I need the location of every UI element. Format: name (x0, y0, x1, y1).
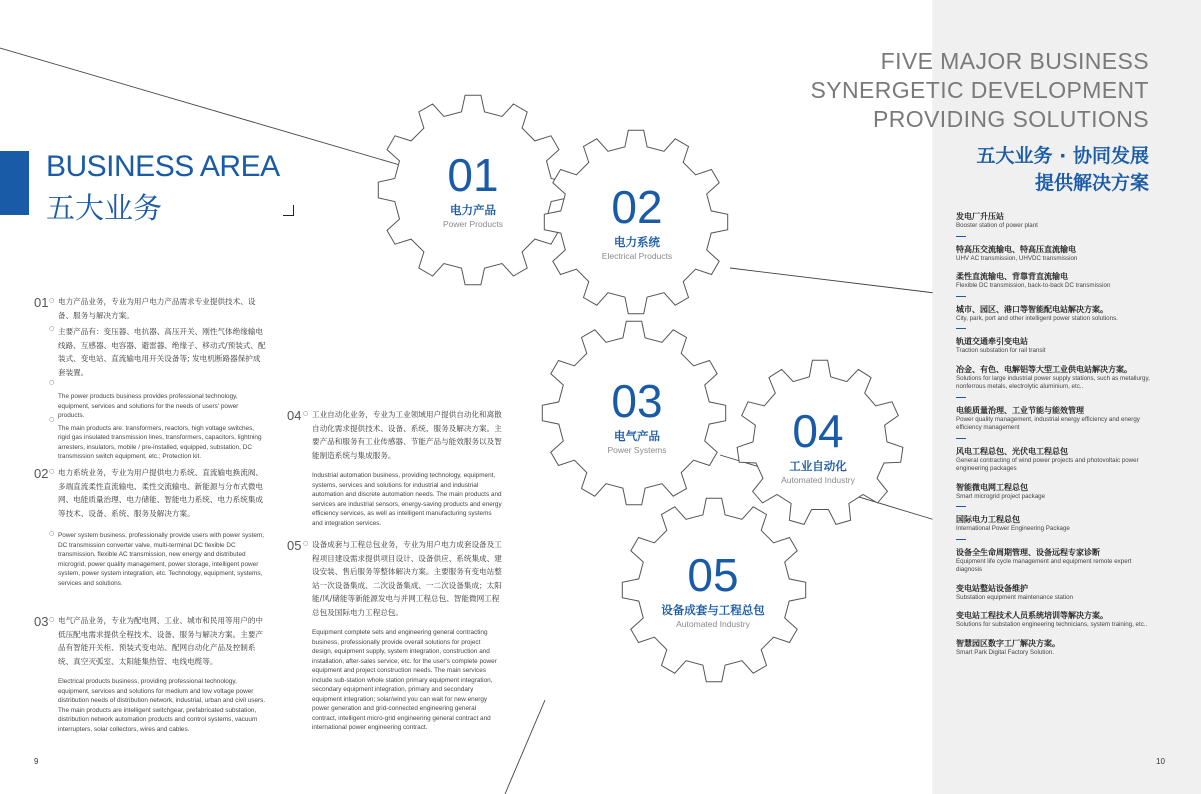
gear-02 (582, 181, 692, 261)
gear-label-en: Automated Industry (676, 619, 750, 629)
section-text-cn: 设备成套与工程总包业务，专业为用户电力成套设备及工程项目建设需求提供项目设计、设备供应、系统集成、建设安装、售后服务等整体解决方案。主要服务有变电站整站一次设备集成、二次设备集成、一二次设备集成；太阳能/风/储能等新能源发电与并网工程总包、智能微网工程总包及国际电力工程总包。 (312, 540, 502, 617)
section-text-en: Power system business, professionally provide users with power system, DC transmission converter valve, multi-terminal DC flexible DC transmission, flexible AC transmission, new energy and distributed microgrid, power quality management, power storage, intelligent power system, power system integration, etc. Technology, equipment, systems, services and solutions. (58, 532, 265, 587)
solution-item (956, 336, 1156, 356)
corner-bracket (283, 205, 294, 216)
section-body (58, 614, 266, 734)
solution-title-cn: 冶金、有色、电解铝等大型工业供电站解决方案。 (956, 364, 1132, 374)
solution-item (956, 446, 1156, 474)
section-body (312, 408, 502, 528)
solution-title-en: Smart microgrid project package (956, 492, 1046, 500)
divider-dash (956, 438, 966, 439)
section-text-cn: 主要产品有：变压器、电抗器、高压开关、刚性气体绝缘输电线路、互感器、电容器、避雷器、绝缘子、移动式/预装式、配装式、变电站、直流输电用开关设备等; 发电机断路器保护成套装置。 (58, 327, 266, 377)
solution-title-cn: 国际电力工程总包 (956, 515, 1020, 524)
bullet-icon: ○ (303, 410, 309, 417)
bullet-icon: ○ (303, 540, 309, 547)
solution-item (956, 405, 1156, 439)
divider-dash (956, 236, 966, 237)
bullet-icon: ○ (49, 379, 55, 386)
slogan-cn-line-2: 提供解决方案 (1034, 172, 1149, 194)
gear-label-cn: 电力产品 (450, 203, 496, 217)
bullet-icon: ○ (49, 297, 55, 304)
gear-number: 03 (611, 375, 663, 427)
solution-item (956, 514, 1156, 540)
divider-dash (956, 296, 966, 297)
solution-title-en: International Power Engineering Package (956, 525, 1070, 532)
solution-title-en: Flexible DC transmission, back-to-back DC transmission (956, 282, 1111, 289)
solution-title-en: City, park, port and other intelligent power station solutions. (956, 314, 1118, 322)
section-number: 05 (287, 538, 302, 553)
slogan-en-line-2: SYNERGETIC DEVELOPMENT (810, 77, 1149, 103)
solution-title-en: Solutions for substation engineering technicians, system training, etc.. (956, 621, 1148, 628)
section-body (58, 295, 266, 462)
page-number-right: 10 (1156, 757, 1165, 766)
divider-dash (956, 328, 966, 329)
section-number: 04 (287, 408, 302, 423)
solution-item (956, 304, 1156, 330)
solution-item (956, 547, 1156, 575)
solution-item (956, 211, 1156, 237)
solution-item (956, 364, 1156, 398)
solution-item (956, 610, 1156, 630)
solution-title-cn: 轨道交通牵引变电站 (956, 337, 1028, 346)
page-title-cn: 五大业务 (46, 191, 163, 225)
gear-label-cn: 工业自动化 (789, 459, 847, 473)
bullet-icon: ○ (49, 416, 55, 423)
solution-item (956, 244, 1156, 264)
solution-title-en: Substation equipment maintenance station (956, 593, 1073, 601)
solution-title-en: Smart Park Digital Factory Solution. (956, 648, 1055, 656)
solution-title-cn: 变电站整站设备维护 (956, 583, 1028, 593)
gear-label-cn: 设备成套与工程总包 (661, 603, 765, 617)
section-text-cn: 电气产品业务，专业为配电网、工业、城市和民用等用户的中低压配电需求提供全程技术、设备、服务与解决方案。主要产品有智能开关柜、预装式变电站、配网自动化产品及控制系统、真空灭弧室、太阳能集热管、电线电缆等。 (58, 616, 264, 666)
solution-title-cn: 智慧园区数字工厂解决方案。 (956, 638, 1060, 648)
section-body (58, 466, 266, 588)
section-text-cn: 电力产品业务，专业为用户电力产品需求专业提供技术、设备、服务与解决方案。 (58, 297, 256, 320)
bullet-icon: ○ (49, 325, 55, 332)
solution-title-cn: 特高压交流输电、特高压直流输电 (956, 244, 1076, 254)
solution-item (956, 583, 1156, 603)
solution-title-cn: 风电工程总包、光伏电工程总包 (956, 446, 1068, 456)
gear-number: 04 (792, 405, 844, 457)
gear-04 (763, 405, 873, 485)
slogan-en-line-3: PROVIDING SOLUTIONS (873, 106, 1149, 132)
section-text-cn: 工业自动化业务，专业为工业领域用户提供自动化和离散自动化需求提供技术、设备、系统、服务及解决方案。主要产品和服务有工业传感器、节能产品与能效服务以及智能制造系统与集成服务。 (312, 410, 502, 460)
gear-label-en: Automated Industry (781, 475, 855, 485)
slogan-en-line-1: FIVE MAJOR BUSINESS (880, 48, 1149, 74)
section-number: 02 (34, 466, 49, 481)
solution-title-en: Booster station of power plant (956, 222, 1038, 229)
gear-label-en: Electrical Products (601, 251, 673, 261)
solution-title-en: Traction substation for rail transit (956, 347, 1046, 354)
gear-number: 05 (687, 549, 739, 601)
solution-title-cn: 电能质量治理、工业节能与能效管理 (956, 405, 1084, 415)
solution-title-cn: 柔性直流输电、背靠背直流输电 (956, 272, 1068, 281)
solution-title-cn: 发电厂升压站 (956, 212, 1004, 221)
bullet-icon: ○ (49, 468, 55, 475)
section-number: 03 (34, 614, 49, 629)
divider-dash (956, 539, 966, 540)
bullet-icon: ○ (49, 616, 55, 623)
gear-01 (418, 149, 528, 229)
solution-item (956, 638, 1156, 658)
solution-item (956, 271, 1156, 297)
gear-number: 01 (447, 149, 499, 201)
slogan-cn-line-1: 五大业务 · 协同发展 (976, 145, 1149, 167)
solution-title-cn: 设备全生命周期管理、设备远程专家诊断 (956, 547, 1100, 557)
section-text-cn: 电力系统业务，专业为用户提供电力系统、直流输电换流阀、多端直流柔性直流输电、柔性交流输电、新能源与分布式微电网、电能质量治理、电力储能、智能电力系统、电力系统集成等技术、设备、系统、服务及解决方案。 (58, 468, 264, 518)
gear-number: 02 (611, 181, 663, 233)
solution-title-en: General contracting of wind power projects and photovoltaic power engineering packages (956, 456, 1139, 472)
section-text-en: Electrical products business, providing professional technology, equipment, services and solutions for medium and low voltage power distribution needs of distribution network, industrial, urban and civil users. The main products are intelligent switchgear, prefabricated substation, distribution network automation products and control systems, vacuum interrupters, solar collectors, wires and cables. (58, 678, 266, 733)
gear-label-cn: 电力系统 (614, 235, 660, 249)
solution-title-en: Solutions for large industrial power supply stations, such as metallurgy, nonferrous metals, electrolytic aluminium, etc.. (956, 374, 1150, 390)
solution-title-en: Power quality management, industrial energy efficiency and energy efficiency management (956, 415, 1140, 431)
divider-dash (956, 397, 966, 398)
accent-bar (0, 151, 29, 215)
gear-05 (633, 549, 793, 629)
solution-item (956, 482, 1156, 508)
section-text-en: The main products are: transformers, reactors, high voltage switches, rigid gas insulated transmission lines, transformers, capacitors, lightning arresters, insulators, mobile / pre-installed, equipped, substation, DC transmission switch equipment, etc.; Protection kit. (58, 424, 262, 460)
bullet-icon: ○ (49, 530, 55, 537)
solution-title-en: Equipment life cycle management and equipment remote expert diagnosis (956, 557, 1132, 573)
gear-label-cn: 电气产品 (614, 429, 660, 443)
solution-title-cn: 城市、园区、港口等智能配电站解决方案。 (956, 304, 1108, 314)
solutions-list (956, 211, 1156, 665)
solution-title-cn: 智能微电网工程总包 (956, 482, 1028, 492)
solution-title-en: UHV AC transmission, UHVDC transmission (956, 254, 1078, 262)
gear-label-en: Power Systems (607, 445, 667, 455)
gear-03 (582, 375, 692, 455)
gear-label-en: Power Products (443, 219, 503, 229)
section-body (312, 538, 502, 733)
solution-title-cn: 变电站工程技术人员系统培训等解决方案。 (956, 611, 1108, 620)
page-number-left: 9 (34, 757, 39, 766)
section-text-en: The power products business provides professional technology, equipment, services and solutions for the needs of users' power products. (58, 393, 239, 419)
page-title-en: BUSINESS AREA (46, 150, 280, 183)
section-text-en: Equipment complete sets and engineering general contracting business, professionally provide overall solutions for project design, equipment supply, system integration, construction and installation, after-sales service, etc. for the user's complete power equipment and project construction needs. The main services include sub-station whole station primary equipment integration, secondary equipment integration, primary and secondary equipment integration; solar/wind you can wait for new energy power generation and grid-connected engineering general contract, intelligent micro-grid engineering general contract and international power engineering contract. (312, 629, 497, 731)
section-number: 01 (34, 295, 49, 310)
section-text-en: Industrial automation business, providing technology, equipment, systems, services and solutions for industrial and industrial automation and discrete automation needs. The main products and services are industrial sensors, energy-saving products and energy efficiency services, as well as intelligent manufacturing systems and integration services. (312, 472, 502, 527)
divider-dash (956, 506, 966, 507)
